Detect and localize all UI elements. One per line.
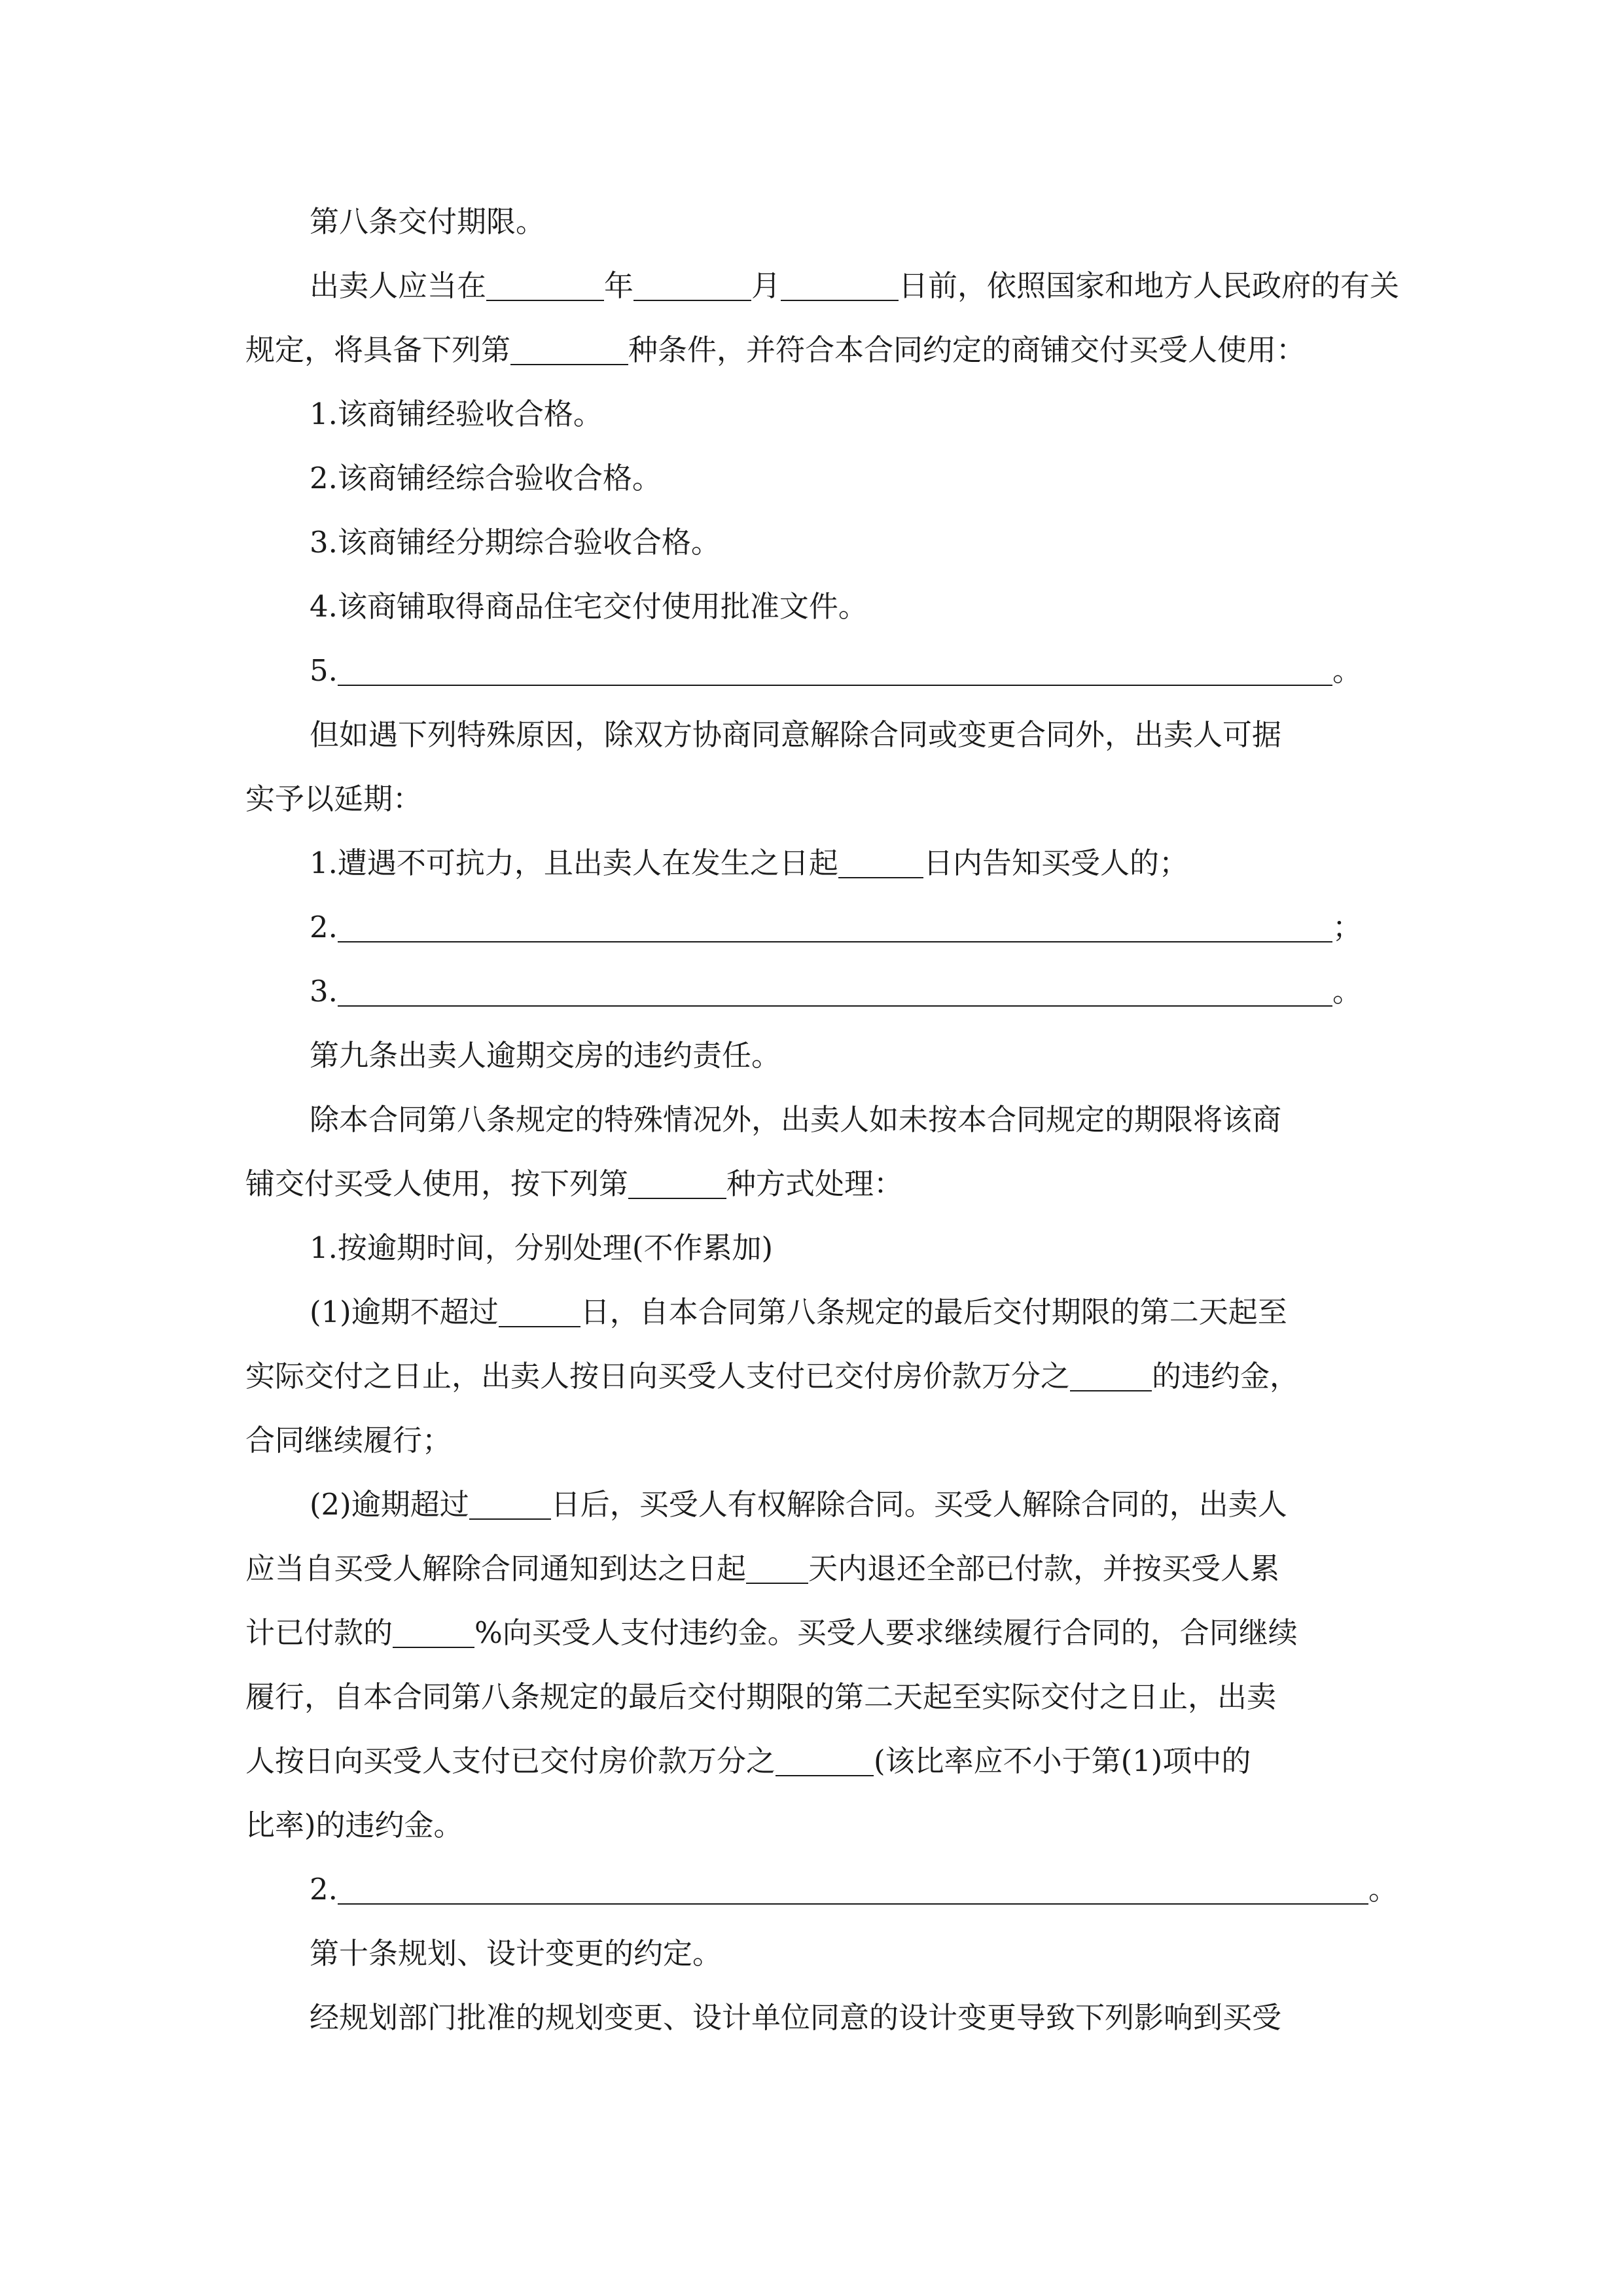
text-line xyxy=(245,1922,1387,1986)
text-segment: 日，自本合同第八条规定的最后交付期限的第二天起至 xyxy=(580,1295,1287,1329)
text-segment: 。 xyxy=(1332,653,1362,688)
text-segment: 2. xyxy=(310,910,338,944)
text-segment: 1.该商铺经验收合格。 xyxy=(310,397,603,431)
fill-in-blank xyxy=(781,266,899,301)
text-line xyxy=(245,1665,1387,1729)
text-segment: 第十条规划、设计变更的约定。 xyxy=(310,1936,722,1971)
text-segment: 天内退还全部已付款，并按买受人累 xyxy=(808,1551,1280,1586)
fill-in-blank xyxy=(633,266,751,301)
text-line xyxy=(245,1408,1387,1473)
text-segment: 日内告知买受人的； xyxy=(923,846,1188,880)
text-segment: 第八条交付期限。 xyxy=(310,204,546,239)
text-segment: 1.按逾期时间，分别处理(不作累加) xyxy=(310,1230,774,1265)
text-segment: (1)逾期不超过 xyxy=(310,1295,499,1329)
text-line xyxy=(245,1537,1387,1601)
fill-in-blank xyxy=(776,1741,874,1776)
text-segment: 应当自买受人解除合同通知到达之日起 xyxy=(245,1551,747,1586)
text-segment: 3.该商铺经分期综合验收合格。 xyxy=(310,525,721,560)
text-line xyxy=(245,318,1387,382)
text-segment: 5. xyxy=(310,653,338,688)
text-line xyxy=(245,1024,1387,1088)
fill-in-blank xyxy=(338,651,1332,686)
text-line xyxy=(245,1280,1387,1344)
text-line xyxy=(245,575,1387,639)
text-segment: 计已付款的 xyxy=(245,1615,393,1650)
text-line xyxy=(245,895,1387,960)
text-segment: 。 xyxy=(1368,1872,1398,1907)
text-segment: 合同继续履行； xyxy=(245,1423,452,1458)
text-segment: 的违约金， xyxy=(1152,1359,1300,1393)
fill-in-blank xyxy=(746,1549,808,1584)
text-segment: %向买受人支付违约金。买受人要求继续履行合同的，合同继续 xyxy=(474,1615,1298,1650)
text-line xyxy=(245,1729,1387,1793)
text-segment: 实际交付之日止，出卖人按日向买受人支付已交付房价款万分之 xyxy=(245,1359,1071,1393)
text-segment: 除本合同第八条规定的特殊情况外，出卖人如未按本合同规定的期限将该商 xyxy=(310,1102,1282,1137)
text-segment: 规定，将具备下列第 xyxy=(245,332,511,367)
text-line xyxy=(245,1152,1387,1216)
fill-in-blank xyxy=(469,1484,551,1520)
text-line xyxy=(245,639,1387,703)
text-segment: 履行，自本合同第八条规定的最后交付期限的第二天起至实际交付之日止，出卖 xyxy=(245,1679,1277,1714)
fill-in-blank xyxy=(628,1164,726,1199)
fill-in-blank xyxy=(838,843,923,878)
text-segment: 人按日向买受人支付已交付房价款万分之 xyxy=(245,1744,776,1778)
text-segment: 种条件，并符合本合同约定的商铺交付买受人使用： xyxy=(628,332,1306,367)
text-segment: 年 xyxy=(604,268,634,303)
text-line xyxy=(245,1473,1387,1537)
text-line xyxy=(245,831,1387,895)
text-segment: 但如遇下列特殊原因，除双方协商同意解除合同或变更合同外，出卖人可据 xyxy=(310,717,1282,752)
text-line xyxy=(245,1986,1387,2050)
contract-body xyxy=(245,190,1400,2050)
text-segment: 2.该商铺经综合验收合格。 xyxy=(310,461,662,495)
text-line xyxy=(245,1857,1398,1922)
text-segment: 经规划部门批准的规划变更、设计单位同意的设计变更导致下列影响到买受 xyxy=(310,2000,1282,2035)
fill-in-blank xyxy=(510,330,628,365)
text-segment: (2)逾期超过 xyxy=(310,1487,469,1522)
text-segment: 种方式处理： xyxy=(726,1166,904,1201)
text-segment: 3. xyxy=(310,974,338,1009)
text-line xyxy=(245,1793,1387,1857)
text-line xyxy=(245,446,1387,511)
fill-in-blank xyxy=(393,1613,474,1648)
text-line xyxy=(245,703,1387,767)
text-segment: 实予以延期： xyxy=(245,781,423,816)
text-line xyxy=(245,960,1387,1024)
text-segment: 日前，依照国家和地方人民政府的有关 xyxy=(899,268,1400,303)
text-segment: 月 xyxy=(751,268,781,303)
text-segment: 比率)的违约金。 xyxy=(245,1808,463,1842)
text-line xyxy=(245,254,1400,318)
text-line xyxy=(245,382,1387,446)
text-line xyxy=(245,1088,1387,1152)
fill-in-blank xyxy=(486,266,604,301)
fill-in-blank xyxy=(499,1292,580,1327)
text-line xyxy=(245,511,1387,575)
text-segment: 1.遭遇不可抗力，且出卖人在发生之日起 xyxy=(310,846,838,880)
text-segment: 出卖人应当在 xyxy=(310,268,487,303)
text-segment: 4.该商铺取得商品住宅交付使用批准文件。 xyxy=(310,589,868,624)
fill-in-blank xyxy=(338,1869,1368,1905)
fill-in-blank xyxy=(338,971,1332,1007)
text-line xyxy=(245,190,1387,254)
text-line xyxy=(245,767,1387,831)
fill-in-blank xyxy=(338,907,1332,942)
text-segment: 。 xyxy=(1332,974,1362,1009)
text-segment: 铺交付买受人使用，按下列第 xyxy=(245,1166,629,1201)
text-segment: (该比率应不小于第(1)项中的 xyxy=(874,1744,1251,1778)
text-segment: 第九条出卖人逾期交房的违约责任。 xyxy=(310,1038,781,1073)
text-line xyxy=(245,1344,1387,1408)
text-segment: 2. xyxy=(310,1872,338,1907)
text-segment: 日后，买受人有权解除合同。买受人解除合同的，出卖人 xyxy=(550,1487,1287,1522)
fill-in-blank xyxy=(1070,1356,1152,1391)
text-segment: ； xyxy=(1332,910,1362,944)
text-line xyxy=(245,1216,1387,1280)
text-line xyxy=(245,1601,1387,1665)
